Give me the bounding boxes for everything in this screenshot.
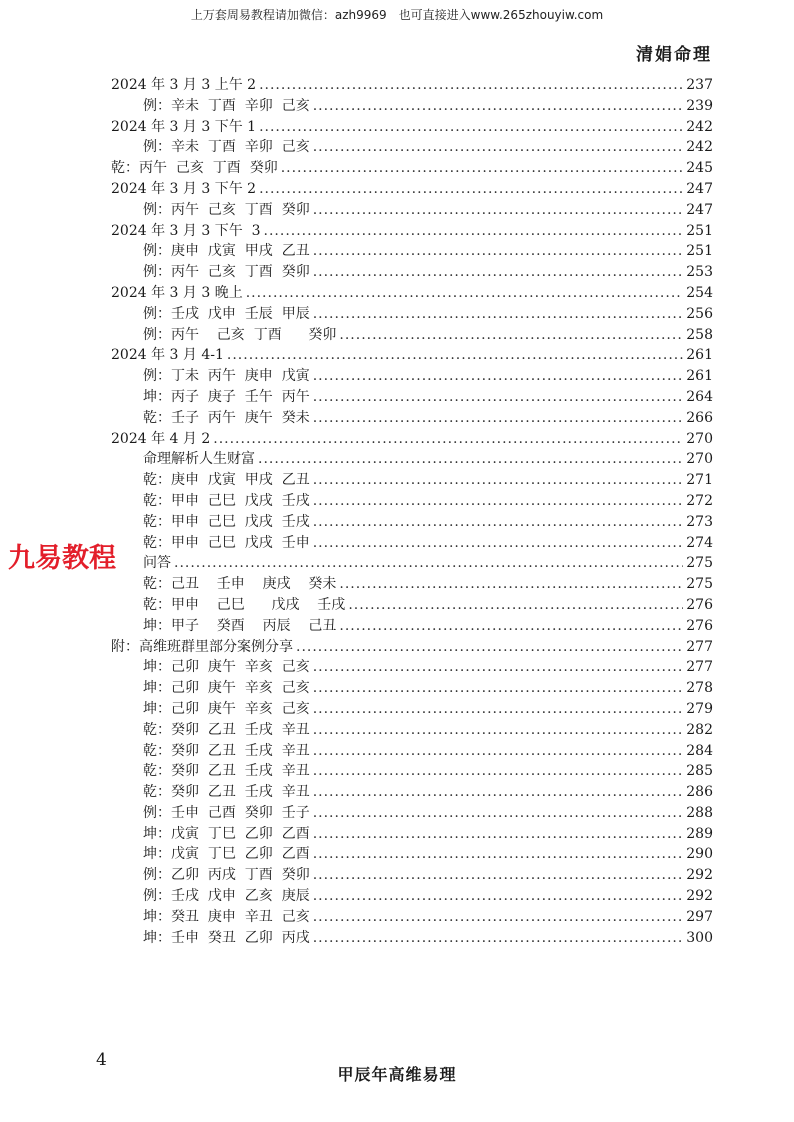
toc-entry-page: 288 [686,804,713,821]
toc-entry[interactable] [111,595,713,616]
toc-entry[interactable] [111,179,713,200]
toc-dot-leader [264,221,684,242]
toc-entry[interactable] [111,699,713,720]
toc-entry-page: 300 [686,929,713,946]
toc-entry-page: 239 [686,97,713,114]
toc-dot-leader [313,470,684,491]
toc-dot-leader [259,75,683,96]
toc-entry-title: 例：丙午 己亥 丁酉 癸卯 [143,326,337,343]
toc-entry[interactable] [111,449,713,470]
toc-dot-leader [313,304,684,325]
header-title: 清娟命理 [636,45,712,65]
toc-entry[interactable] [111,366,713,387]
toc-entry-page: 251 [686,243,713,260]
watermark-logo: 九易教程 [8,541,120,577]
toc-dot-leader [213,429,683,450]
toc-entry-page: 251 [686,222,713,239]
toc-entry-title: 乾：癸卯 乙丑 壬戌 辛丑 [143,721,310,738]
toc-entry[interactable] [111,782,713,803]
toc-dot-leader [313,200,684,221]
toc-entry-title: 例：辛未 丁酉 辛卯 己亥 [143,139,310,156]
toc-dot-leader [339,574,683,595]
toc-entry-page: 297 [686,908,713,925]
toc-entry-title: 例：庚申 戊寅 甲戌 乙丑 [143,243,310,260]
toc-dot-leader [313,512,684,533]
toc-dot-leader [258,449,683,470]
toc-dot-leader [313,907,684,928]
toc-entry-title: 坤：戊寅 丁巳 乙卯 乙酉 [143,846,310,863]
toc-entry-title: 2024 年 3 月 3 下午 1 [111,118,257,135]
toc-entry-page: 261 [686,347,713,364]
toc-dot-leader [313,96,684,117]
toc-entry[interactable] [111,844,713,865]
toc-entry[interactable] [111,137,713,158]
toc-dot-leader [246,283,684,304]
toc-entry-title: 乾：甲申 己巳 戊戌 壬戌 [143,492,310,509]
toc-entry-page: 275 [686,555,713,572]
toc-entry-title: 例：丁未 丙午 庚申 戊寅 [143,368,310,385]
table-of-contents [111,75,713,948]
toc-entry-page: 292 [686,888,713,905]
toc-entry[interactable] [111,408,713,429]
toc-entry[interactable] [111,637,713,658]
toc-entry[interactable] [111,512,713,533]
toc-dot-leader [174,553,683,574]
toc-entry-page: 247 [686,201,713,218]
toc-entry-title: 坤：己卯 庚午 辛亥 己亥 [143,659,310,676]
toc-entry[interactable] [111,720,713,741]
toc-entry[interactable] [111,470,713,491]
toc-entry-title: 2024 年 3 月 4-1 [111,347,224,364]
toc-entry-title: 例：辛未 丁酉 辛卯 己亥 [143,97,310,114]
toc-entry-title: 例：丙午 己亥 丁酉 癸卯 [143,201,310,218]
toc-entry-title: 命理解析人生财富 [143,451,255,468]
toc-entry-page: 279 [686,700,713,717]
toc-entry-page: 256 [686,305,713,322]
toc-entry-title: 2024 年 4 月 2 [111,430,211,447]
toc-dot-leader [313,928,684,949]
toc-dot-leader [313,408,684,429]
toc-entry-title: 坤：甲子 癸酉 丙辰 己丑 [143,617,337,634]
toc-entry-title: 例：乙卯 丙戌 丁酉 癸卯 [143,867,310,884]
toc-entry-page: 253 [686,264,713,281]
toc-entry-title: 坤：丙子 庚子 壬午 丙午 [143,388,310,405]
toc-entry-title: 坤：己卯 庚午 辛亥 己亥 [143,680,310,697]
toc-entry[interactable] [111,304,713,325]
toc-entry[interactable] [111,345,713,366]
toc-entry-title: 乾：甲申 己巳 戊戌 壬戌 [143,596,346,613]
toc-dot-leader [339,325,683,346]
toc-dot-leader [313,387,684,408]
toc-entry-title: 2024 年 3 月 3 晚上 [111,284,243,301]
toc-entry-page: 289 [686,825,713,842]
toc-entry[interactable] [111,158,713,179]
toc-entry-page: 261 [686,368,713,385]
toc-dot-leader [313,824,684,845]
toc-entry-title: 乾：己丑 壬申 庚戌 癸未 [143,576,337,593]
toc-entry-page: 290 [686,846,713,863]
top-banner: 上万套周易教程请加微信：azh9969 也可直接进入www.265zhouyiw.com [190,8,604,22]
toc-entry-page: 273 [686,513,713,530]
toc-entry-page: 270 [686,451,713,468]
toc-entry-page: 242 [686,139,713,156]
toc-entry-page: 270 [686,430,713,447]
toc-dot-leader [313,241,684,262]
toc-dot-leader [313,886,684,907]
toc-entry-page: 277 [686,638,713,655]
toc-entry-page: 285 [686,763,713,780]
toc-entry-page: 277 [686,659,713,676]
toc-entry[interactable] [111,761,713,782]
toc-entry[interactable] [111,117,713,138]
toc-entry[interactable] [111,865,713,886]
toc-dot-leader [313,657,684,678]
toc-dot-leader [313,865,684,886]
toc-entry[interactable] [111,533,713,554]
toc-entry[interactable] [111,574,713,595]
toc-dot-leader [313,366,684,387]
toc-entry[interactable] [111,741,713,762]
toc-entry-page: 266 [686,409,713,426]
toc-entry-title: 例：壬戌 戊申 乙亥 庚辰 [143,888,310,905]
toc-entry-title: 乾：庚申 戊寅 甲戌 乙丑 [143,472,310,489]
toc-dot-leader [281,158,684,179]
toc-dot-leader [313,699,684,720]
toc-dot-leader [313,720,684,741]
toc-entry[interactable] [111,678,713,699]
toc-entry-page: 258 [686,326,713,343]
toc-entry[interactable] [111,553,713,574]
toc-entry[interactable] [111,429,713,450]
toc-dot-leader [313,844,684,865]
toc-entry-title: 坤：戊寅 丁巳 乙卯 乙酉 [143,825,310,842]
toc-entry[interactable] [111,283,713,304]
toc-dot-leader [259,179,683,200]
toc-entry-title: 乾：丙午 己亥 丁酉 癸卯 [111,160,278,177]
toc-entry[interactable] [111,200,713,221]
toc-entry-page: 276 [686,617,713,634]
toc-dot-leader [313,262,684,283]
toc-entry-title: 乾：壬子 丙午 庚午 癸未 [143,409,310,426]
toc-entry-title: 2024 年 3 月 3 下午 3 [111,222,261,239]
toc-entry-page: 275 [686,576,713,593]
toc-entry-title: 附：高维班群里部分案例分享 [111,638,293,655]
toc-entry-page: 271 [686,472,713,489]
page-number: 4 [96,1050,107,1070]
toc-entry[interactable] [111,96,713,117]
toc-dot-leader [313,782,684,803]
toc-entry-page: 264 [686,388,713,405]
toc-entry-page: 254 [686,284,713,301]
toc-entry[interactable] [111,325,713,346]
toc-entry-title: 乾：癸卯 乙丑 壬戌 辛丑 [143,742,310,759]
toc-entry-page: 282 [686,721,713,738]
toc-entry-title: 例：丙午 己亥 丁酉 癸卯 [143,264,310,281]
toc-dot-leader [339,616,683,637]
toc-entry-title: 问答 [143,555,171,572]
toc-entry-title: 坤：壬申 癸丑 乙卯 丙戌 [143,929,310,946]
toc-entry-title: 坤：癸丑 庚申 辛丑 己亥 [143,908,310,925]
toc-dot-leader [313,741,684,762]
footer-title: 甲辰年高维易理 [337,1065,457,1084]
toc-entry[interactable] [111,824,713,845]
toc-entry[interactable] [111,75,713,96]
toc-entry-page: 274 [686,534,713,551]
toc-entry-page: 286 [686,784,713,801]
toc-dot-leader [296,637,683,658]
toc-entry[interactable] [111,616,713,637]
toc-entry[interactable] [111,928,713,949]
toc-dot-leader [313,803,684,824]
toc-entry[interactable] [111,221,713,242]
toc-entry-title: 乾：癸卯 乙丑 壬戌 辛丑 [143,763,310,780]
toc-entry-page: 245 [686,160,713,177]
toc-entry-page: 278 [686,680,713,697]
toc-dot-leader [259,117,683,138]
toc-dot-leader [313,533,684,554]
toc-entry-page: 292 [686,867,713,884]
toc-entry-title: 坤：己卯 庚午 辛亥 己亥 [143,700,310,717]
toc-entry-title: 例：壬戌 戊申 壬辰 甲辰 [143,305,310,322]
toc-entry[interactable] [111,886,713,907]
toc-dot-leader [348,595,683,616]
toc-entry-page: 272 [686,492,713,509]
toc-dot-leader [313,137,684,158]
toc-entry-title: 2024 年 3 月 3 上午 2 [111,77,257,93]
toc-dot-leader [313,678,684,699]
toc-entry-title: 例：壬申 己酉 癸卯 壬子 [143,804,310,821]
toc-entry-page: 284 [686,742,713,759]
toc-entry-page: 276 [686,596,713,613]
toc-entry-page: 247 [686,180,713,197]
toc-entry-title: 乾：甲申 己巳 戊戌 壬申 [143,534,310,551]
toc-entry-page: 237 [686,77,713,93]
toc-entry[interactable] [111,241,713,262]
toc-entry[interactable] [111,803,713,824]
toc-entry-title: 乾：甲申 己巳 戊戌 壬戌 [143,513,310,530]
toc-entry-title: 2024 年 3 月 3 下午 2 [111,180,257,197]
toc-entry[interactable] [111,907,713,928]
toc-entry-title: 乾：癸卯 乙丑 壬戌 辛丑 [143,784,310,801]
toc-entry[interactable] [111,262,713,283]
toc-dot-leader [313,761,684,782]
toc-entry-page: 242 [686,118,713,135]
toc-dot-leader [227,345,683,366]
toc-entry[interactable] [111,491,713,512]
toc-dot-leader [313,491,684,512]
toc-entry[interactable] [111,387,713,408]
toc-entry[interactable] [111,657,713,678]
